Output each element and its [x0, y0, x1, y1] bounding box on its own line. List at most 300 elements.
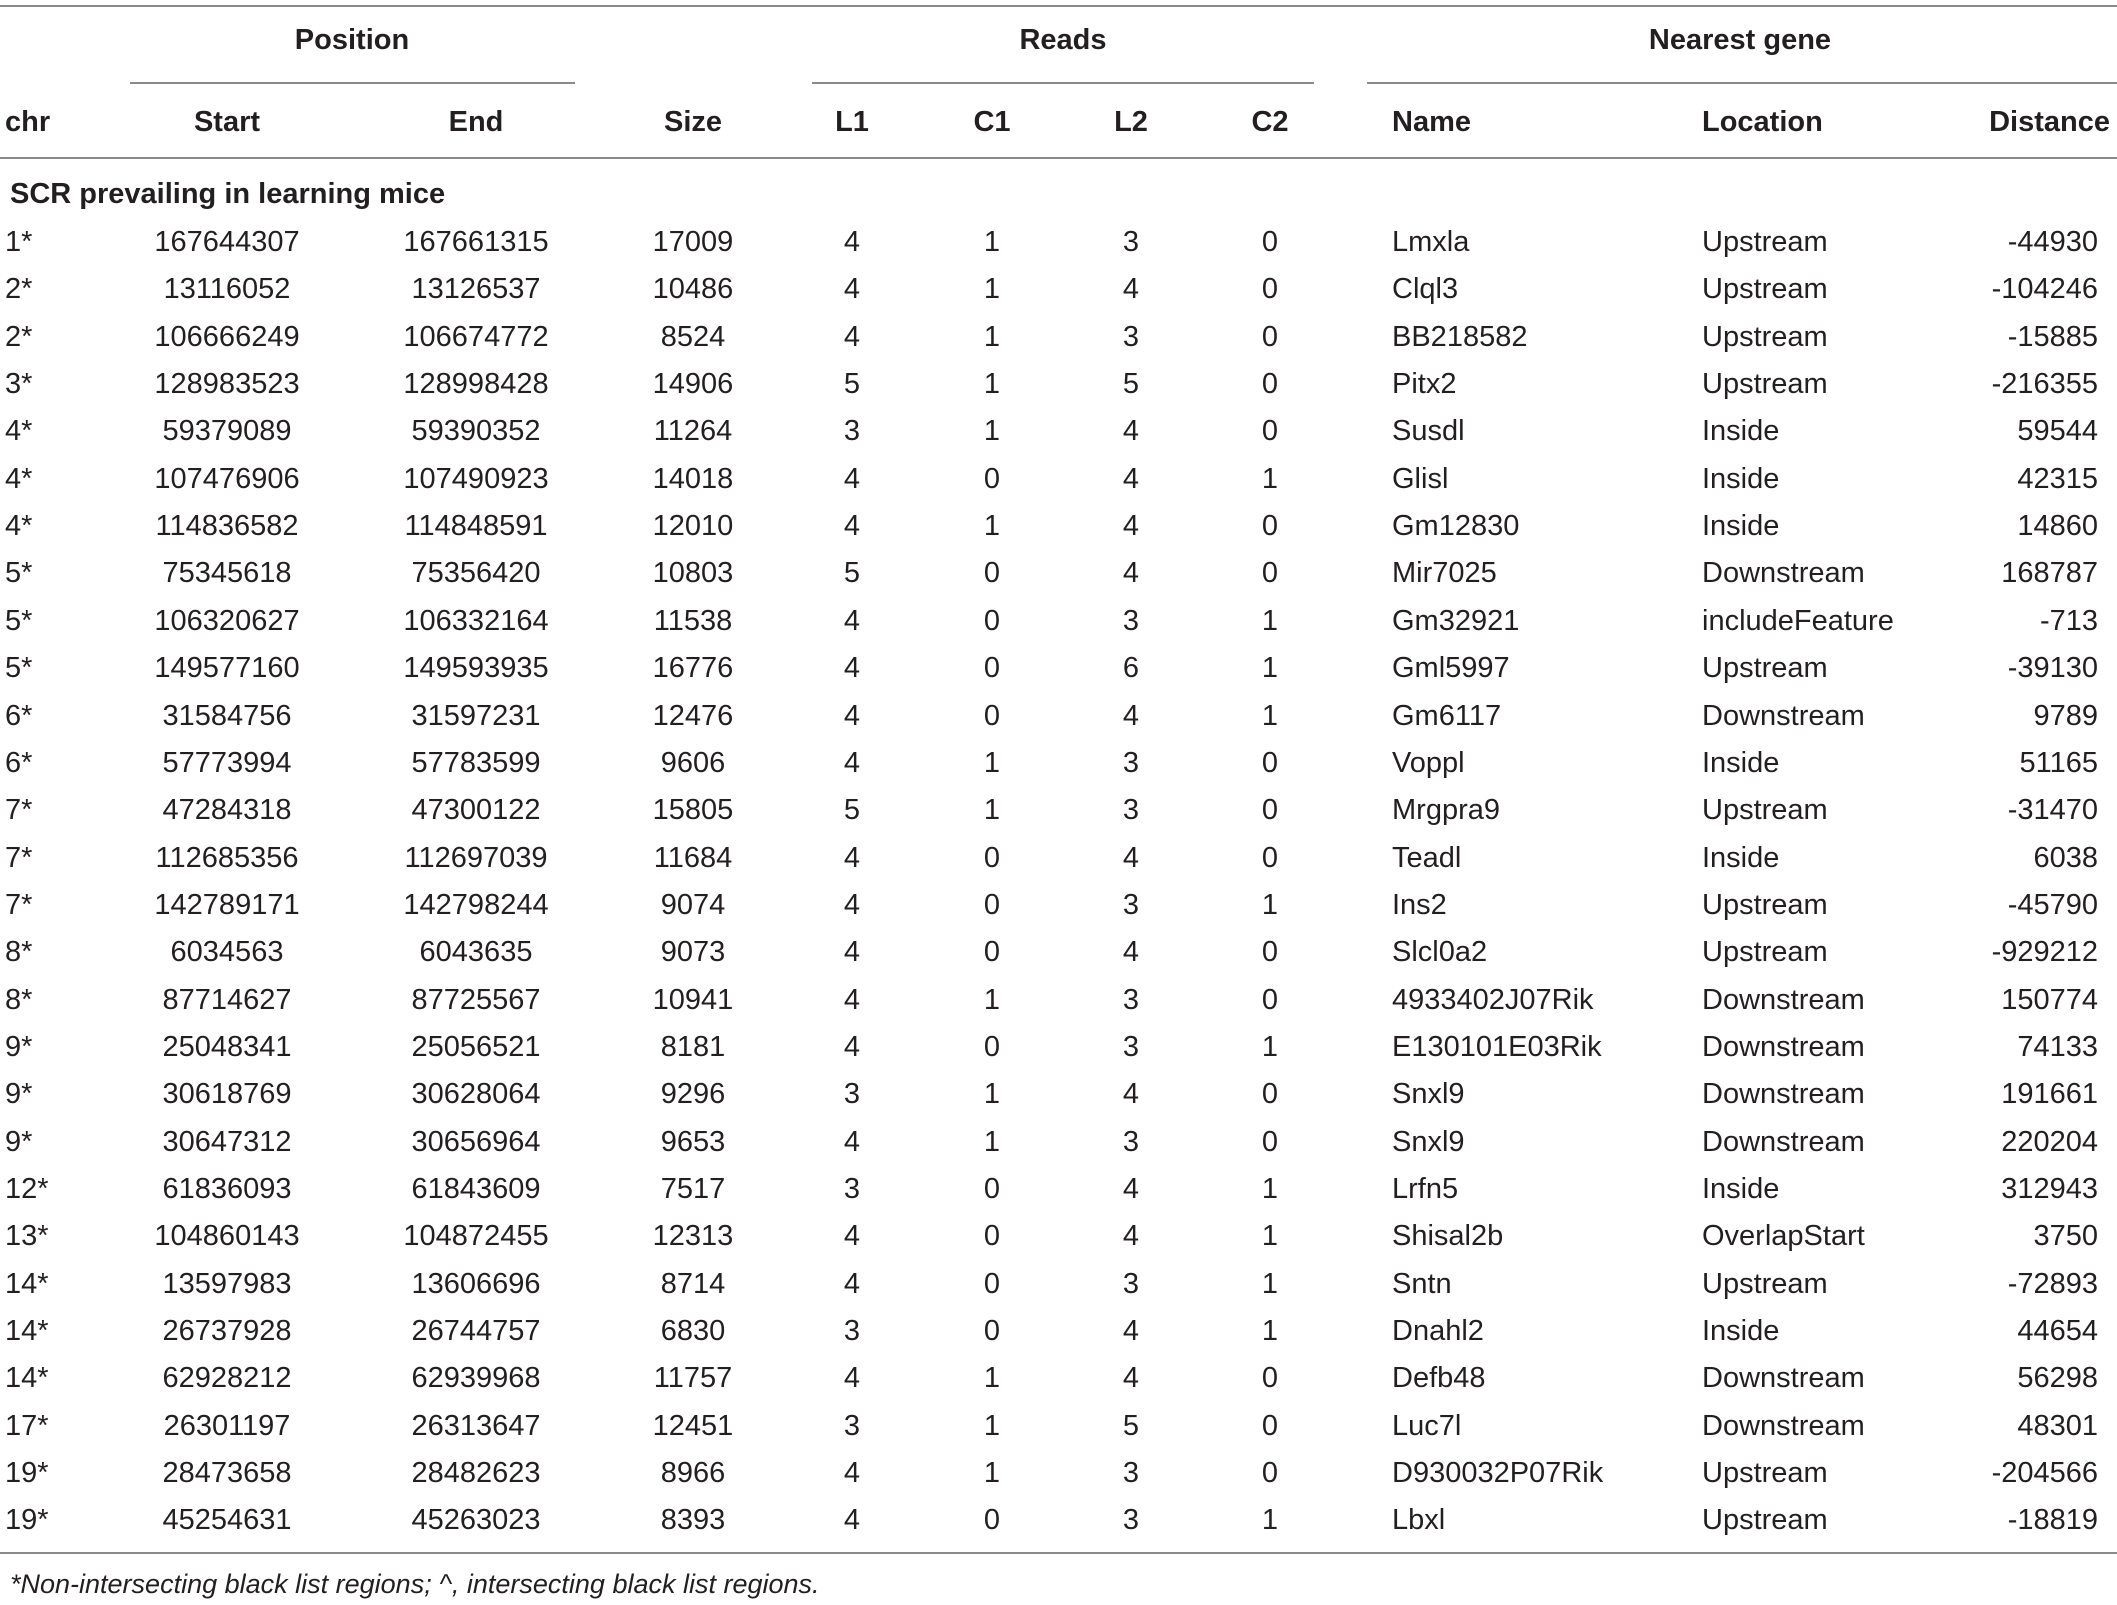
cell-c2: 1: [1261, 1315, 1279, 1348]
cell-start: 167644307: [154, 226, 300, 258]
cell-chr: 6*: [5, 699, 33, 732]
cell-c2: 1: [1261, 888, 1279, 921]
cell-chr: 1*: [5, 226, 33, 258]
cell-l2: 4: [1122, 1078, 1140, 1111]
cell-gene-name: E130101E03Rik: [1392, 1030, 1602, 1063]
cell-c2: 1: [1261, 1030, 1279, 1063]
cell-chr: 12*: [5, 1173, 49, 1205]
cell-gene-name: Susdl: [1392, 415, 1465, 448]
cell-location: Downstream: [1702, 983, 1865, 1016]
cell-gene-name: Pitx2: [1392, 368, 1457, 401]
cell-start: 28473658: [162, 1457, 292, 1490]
cell-chr: 3*: [5, 368, 33, 401]
cell-location: Downstream: [1702, 1078, 1865, 1111]
cell-c2: 0: [1261, 1457, 1279, 1490]
cell-l1: 4: [843, 1125, 861, 1158]
cell-chr: 7*: [5, 841, 33, 874]
cell-location: Upstream: [1702, 1504, 1828, 1537]
cell-c1: 1: [983, 510, 1001, 543]
cell-c1: 0: [983, 888, 1001, 921]
cell-end: 61843609: [411, 1173, 541, 1205]
cell-location: Inside: [1702, 746, 1780, 779]
cell-gene-name: Gm6117: [1392, 699, 1502, 732]
cell-l1: 4: [843, 936, 861, 969]
cell-chr: 19*: [5, 1457, 49, 1490]
column-header-size: Size: [663, 106, 723, 138]
cell-size: 6830: [660, 1315, 726, 1348]
column-header-l2: L2: [1114, 106, 1148, 138]
cell-l2: 3: [1122, 320, 1140, 353]
cell-c1: 1: [983, 1078, 1001, 1111]
cell-l1: 3: [843, 415, 861, 448]
top-rule: [0, 5, 2117, 7]
cell-location: Upstream: [1702, 888, 1828, 921]
cell-location: Inside: [1702, 462, 1780, 495]
cell-location: Downstream: [1702, 1409, 1865, 1442]
cell-end: 112697039: [404, 841, 548, 874]
cell-chr: 5*: [5, 604, 33, 637]
cell-gene-name: Voppl: [1392, 746, 1465, 779]
cell-location: OverlapStart: [1702, 1220, 1865, 1253]
cell-gene-name: D930032P07Rik: [1392, 1457, 1604, 1490]
cell-gene-name: Snxl9: [1392, 1078, 1465, 1111]
column-header-gene-name: Name: [1392, 106, 1471, 138]
cell-c2: 1: [1261, 1173, 1279, 1205]
cell-location: Downstream: [1702, 557, 1865, 590]
cell-location: includeFeature: [1702, 604, 1894, 637]
cell-c1: 1: [983, 273, 1001, 306]
cell-l1: 4: [843, 652, 861, 685]
cell-location: Inside: [1702, 1173, 1780, 1205]
cell-distance: 191661: [2001, 1078, 2098, 1111]
cell-start: 57773994: [162, 746, 292, 779]
cell-end: 30628064: [411, 1078, 541, 1111]
cell-chr: 8*: [5, 983, 33, 1016]
cell-c2: 0: [1261, 368, 1279, 401]
column-header-c2: C2: [1251, 106, 1289, 138]
cell-l2: 3: [1122, 888, 1140, 921]
cell-l1: 4: [843, 983, 861, 1016]
cell-c2: 1: [1261, 699, 1279, 732]
cell-gene-name: Luc7l: [1392, 1409, 1462, 1442]
cell-size: 8524: [660, 320, 726, 353]
cell-size: 8393: [660, 1504, 726, 1537]
cell-size: 14018: [652, 462, 734, 495]
cell-l2: 3: [1122, 1125, 1140, 1158]
cell-chr: 14*: [5, 1315, 49, 1348]
cell-l2: 5: [1122, 368, 1140, 401]
cell-end: 31597231: [411, 699, 541, 732]
cell-start: 59379089: [162, 415, 292, 448]
cell-gene-name: Sntn: [1392, 1267, 1452, 1300]
cell-location: Upstream: [1702, 1267, 1828, 1300]
cell-size: 9073: [660, 936, 726, 969]
column-header-c1: C1: [973, 106, 1011, 138]
cell-distance: 44654: [2017, 1315, 2098, 1348]
cell-c1: 0: [983, 1220, 1001, 1253]
cell-size: 12476: [652, 699, 734, 732]
cell-start: 107476906: [154, 462, 300, 495]
cell-l2: 4: [1122, 1173, 1140, 1205]
cell-c2: 0: [1261, 1078, 1279, 1111]
cell-l1: 4: [843, 1267, 861, 1300]
cell-distance: 6038: [2033, 841, 2098, 874]
cell-c1: 0: [983, 462, 1001, 495]
cell-end: 107490923: [403, 462, 549, 495]
cell-end: 13126537: [411, 273, 541, 306]
cell-c1: 0: [983, 557, 1001, 590]
cell-size: 7517: [660, 1173, 726, 1205]
cell-distance: -204566: [1991, 1457, 2098, 1490]
cell-location: Inside: [1702, 415, 1780, 448]
reads-group-rule: [812, 82, 1314, 84]
cell-size: 9074: [660, 888, 726, 921]
cell-end: 106674772: [403, 320, 549, 353]
cell-c1: 0: [983, 652, 1001, 685]
cell-c2: 0: [1261, 1362, 1279, 1395]
cell-l1: 4: [843, 1220, 861, 1253]
cell-gene-name: 4933402J07Rik: [1392, 983, 1594, 1016]
cell-l1: 4: [843, 320, 861, 353]
cell-l2: 4: [1122, 1362, 1140, 1395]
cell-size: 12451: [652, 1409, 734, 1442]
cell-chr: 14*: [5, 1362, 49, 1395]
cell-size: 12313: [652, 1220, 734, 1253]
cell-l2: 4: [1122, 1220, 1140, 1253]
cell-c1: 1: [983, 320, 1001, 353]
cell-c1: 0: [983, 936, 1001, 969]
cell-l2: 3: [1122, 794, 1140, 827]
cell-l1: 4: [843, 1030, 861, 1063]
cell-chr: 9*: [5, 1078, 33, 1111]
cell-chr: 4*: [5, 415, 33, 448]
cell-size: 9606: [660, 746, 726, 779]
cell-l2: 3: [1122, 226, 1140, 258]
cell-c1: 1: [983, 794, 1001, 827]
cell-c2: 0: [1261, 936, 1279, 969]
cell-start: 26301197: [163, 1409, 291, 1442]
cell-distance: -31470: [2007, 794, 2098, 827]
cell-size: 8714: [660, 1267, 726, 1300]
cell-l1: 4: [843, 273, 861, 306]
cell-distance: 312943: [2001, 1173, 2098, 1205]
cell-end: 114848591: [404, 510, 548, 543]
cell-chr: 14*: [5, 1267, 49, 1300]
cell-c2: 0: [1261, 746, 1279, 779]
cell-c2: 1: [1261, 652, 1279, 685]
cell-gene-name: Gml5997: [1392, 652, 1510, 685]
cell-chr: 4*: [5, 510, 33, 543]
cell-c1: 1: [983, 368, 1001, 401]
cell-l1: 4: [843, 226, 861, 258]
cell-distance: -713: [2039, 604, 2098, 637]
cell-distance: 42315: [2017, 462, 2098, 495]
cell-start: 75345618: [162, 557, 292, 590]
cell-chr: 5*: [5, 652, 33, 685]
cell-distance: -44930: [2007, 226, 2098, 258]
cell-end: 47300122: [411, 794, 541, 827]
cell-distance: 220204: [2001, 1125, 2098, 1158]
cell-l1: 4: [843, 746, 861, 779]
cell-size: 11264: [653, 415, 733, 448]
cell-gene-name: Lrfn5: [1392, 1173, 1459, 1205]
cell-c2: 0: [1261, 841, 1279, 874]
cell-c1: 0: [983, 841, 1001, 874]
cell-l1: 4: [843, 888, 861, 921]
cell-l1: 4: [843, 604, 861, 637]
cell-start: 47284318: [162, 794, 292, 827]
cell-chr: 5*: [5, 557, 33, 590]
cell-l2: 3: [1122, 1267, 1140, 1300]
cell-gene-name: Lbxl: [1392, 1504, 1446, 1537]
cell-c2: 1: [1261, 604, 1279, 637]
cell-size: 8966: [660, 1457, 726, 1490]
cell-size: 9653: [660, 1125, 726, 1158]
cell-gene-name: BB218582: [1392, 320, 1528, 353]
cell-chr: 17*: [5, 1409, 49, 1442]
cell-size: 12010: [652, 510, 734, 543]
cell-c2: 0: [1261, 557, 1279, 590]
cell-size: 10941: [652, 983, 734, 1016]
cell-size: 17009: [652, 226, 734, 258]
cell-start: 61836093: [162, 1173, 292, 1205]
cell-start: 30647312: [162, 1125, 292, 1158]
cell-end: 149593935: [403, 652, 549, 685]
cell-c1: 1: [983, 226, 1001, 258]
cell-size: 14906: [652, 368, 734, 401]
cell-location: Downstream: [1702, 699, 1865, 732]
cell-distance: -216355: [1991, 368, 2098, 401]
group-header-nearest-gene: Nearest gene: [1648, 24, 1832, 56]
cell-c2: 0: [1261, 320, 1279, 353]
cell-chr: 7*: [5, 888, 33, 921]
cell-gene-name: Defb48: [1392, 1362, 1486, 1395]
cell-distance: -15885: [2007, 320, 2098, 353]
cell-distance: 3750: [2033, 1220, 2098, 1253]
cell-location: Upstream: [1702, 320, 1828, 353]
cell-start: 31584756: [162, 699, 292, 732]
cell-c2: 1: [1261, 1504, 1279, 1537]
cell-end: 13606696: [411, 1267, 541, 1300]
cell-end: 87725567: [411, 983, 541, 1016]
cell-c2: 0: [1261, 1125, 1279, 1158]
cell-chr: 7*: [5, 794, 33, 827]
cell-end: 28482623: [411, 1457, 541, 1490]
cell-c2: 0: [1261, 794, 1279, 827]
cell-chr: 2*: [5, 320, 33, 353]
group-header-position: Position: [294, 24, 410, 56]
cell-c2: 0: [1261, 510, 1279, 543]
cell-l2: 4: [1122, 1315, 1140, 1348]
cell-size: 9296: [660, 1078, 726, 1111]
cell-start: 26737928: [162, 1315, 292, 1348]
cell-c1: 1: [983, 1409, 1001, 1442]
bottom-rule: [0, 1552, 2117, 1554]
position-group-rule: [130, 82, 575, 84]
cell-c1: 0: [983, 699, 1001, 732]
footnote: *Non-intersecting black list regions; ^, intersecting black list regions.: [10, 1569, 820, 1599]
cell-l1: 3: [843, 1078, 861, 1111]
cell-c1: 1: [983, 1457, 1001, 1490]
cell-location: Upstream: [1702, 652, 1828, 685]
cell-c1: 1: [983, 1125, 1001, 1158]
cell-end: 106332164: [403, 604, 549, 637]
cell-start: 142789171: [154, 888, 300, 921]
cell-distance: -18819: [2007, 1504, 2098, 1537]
cell-distance: 59544: [2017, 415, 2098, 448]
cell-l2: 3: [1122, 1504, 1140, 1537]
cell-location: Upstream: [1702, 226, 1828, 258]
cell-l1: 4: [843, 462, 861, 495]
cell-l1: 4: [843, 510, 861, 543]
cell-c2: 0: [1261, 415, 1279, 448]
cell-l2: 4: [1122, 510, 1140, 543]
cell-c2: 1: [1261, 1220, 1279, 1253]
cell-chr: 9*: [5, 1125, 33, 1158]
cell-distance: 74133: [2017, 1030, 2098, 1063]
cell-chr: 4*: [5, 462, 33, 495]
cell-c1: 0: [983, 1315, 1001, 1348]
cell-location: Upstream: [1702, 1457, 1828, 1490]
cell-c1: 0: [983, 1173, 1001, 1205]
cell-size: 15805: [652, 794, 734, 827]
cell-gene-name: Gm12830: [1392, 510, 1520, 543]
cell-l2: 4: [1122, 936, 1140, 969]
cell-c1: 0: [983, 604, 1001, 637]
cell-distance: 9789: [2033, 699, 2098, 732]
cell-size: 10486: [652, 273, 734, 306]
column-header-distance: Distance: [1989, 106, 2110, 138]
cell-chr: 2*: [5, 273, 33, 306]
cell-location: Upstream: [1702, 794, 1828, 827]
cell-size: 8181: [660, 1030, 726, 1063]
cell-start: 25048341: [162, 1030, 292, 1063]
cell-l2: 4: [1122, 415, 1140, 448]
cell-end: 30656964: [411, 1125, 541, 1158]
cell-gene-name: Shisal2b: [1392, 1220, 1504, 1253]
cell-c2: 1: [1261, 1267, 1279, 1300]
cell-start: 6034563: [170, 936, 284, 969]
cell-distance: -45790: [2007, 888, 2098, 921]
cell-l2: 4: [1122, 841, 1140, 874]
cell-gene-name: Slcl0a2: [1392, 936, 1488, 969]
cell-l1: 5: [843, 368, 861, 401]
group-header-reads: Reads: [1019, 24, 1107, 56]
cell-l1: 3: [843, 1409, 861, 1442]
cell-l2: 3: [1122, 746, 1140, 779]
cell-location: Upstream: [1702, 368, 1828, 401]
cell-end: 128998428: [403, 368, 549, 401]
cell-c1: 1: [983, 415, 1001, 448]
nearest-gene-group-rule: [1367, 82, 2117, 84]
cell-c1: 1: [983, 746, 1001, 779]
cell-distance: -104246: [1991, 273, 2098, 306]
cell-l1: 3: [843, 1173, 861, 1205]
cell-size: 16776: [652, 652, 734, 685]
cell-l1: 4: [843, 699, 861, 732]
column-header-l1: L1: [835, 106, 869, 138]
cell-gene-name: Mir7025: [1392, 557, 1497, 590]
cell-chr: 13*: [5, 1220, 49, 1253]
cell-location: Inside: [1702, 1315, 1780, 1348]
cell-c2: 0: [1261, 983, 1279, 1016]
cell-start: 13116052: [163, 273, 291, 306]
column-header-end: End: [448, 106, 504, 138]
cell-distance: 48301: [2017, 1409, 2098, 1442]
cell-distance: 150774: [2001, 983, 2098, 1016]
cell-c1: 0: [983, 1267, 1001, 1300]
cell-location: Inside: [1702, 841, 1780, 874]
cell-gene-name: Snxl9: [1392, 1125, 1465, 1158]
cell-c1: 0: [983, 1504, 1001, 1537]
cell-l2: 4: [1122, 557, 1140, 590]
cell-gene-name: Lmxla: [1392, 226, 1470, 258]
cell-end: 59390352: [411, 415, 541, 448]
column-header-chr: chr: [5, 106, 51, 138]
cell-l1: 4: [843, 1457, 861, 1490]
cell-distance: 168787: [2001, 557, 2098, 590]
cell-start: 106666249: [154, 320, 300, 353]
cell-location: Upstream: [1702, 273, 1828, 306]
cell-c1: 1: [983, 1362, 1001, 1395]
cell-end: 142798244: [403, 888, 549, 921]
cell-start: 128983523: [154, 368, 300, 401]
cell-end: 6043635: [419, 936, 533, 969]
cell-l2: 4: [1122, 699, 1140, 732]
cell-end: 104872455: [403, 1220, 549, 1253]
cell-distance: 51165: [2019, 746, 2098, 779]
cell-start: 149577160: [154, 652, 300, 685]
cell-l2: 3: [1122, 1457, 1140, 1490]
cell-chr: 6*: [5, 746, 33, 779]
cell-c2: 0: [1261, 1409, 1279, 1442]
column-header-location: Location: [1702, 106, 1823, 138]
cell-start: 45254631: [162, 1504, 292, 1537]
cell-location: Downstream: [1702, 1125, 1865, 1158]
cell-end: 26313647: [411, 1409, 541, 1442]
cell-start: 114836582: [155, 510, 299, 543]
cell-l2: 3: [1122, 983, 1140, 1016]
header-rule: [0, 157, 2117, 159]
cell-end: 75356420: [411, 557, 541, 590]
cell-end: 57783599: [411, 746, 541, 779]
cell-distance: 14860: [2017, 510, 2098, 543]
cell-c2: 1: [1261, 462, 1279, 495]
cell-l2: 4: [1122, 462, 1140, 495]
cell-size: 11538: [653, 604, 733, 637]
cell-location: Upstream: [1702, 936, 1828, 969]
cell-location: Downstream: [1702, 1362, 1865, 1395]
cell-l2: 3: [1122, 1030, 1140, 1063]
cell-gene-name: Clql3: [1392, 273, 1459, 306]
cell-l1: 4: [843, 1362, 861, 1395]
cell-distance: -39130: [2007, 652, 2098, 685]
cell-l2: 4: [1122, 273, 1140, 306]
cell-l2: 6: [1122, 652, 1140, 685]
cell-l2: 5: [1122, 1409, 1140, 1442]
cell-gene-name: Glisl: [1392, 462, 1449, 495]
section-label: SCR prevailing in learning mice: [10, 178, 446, 210]
cell-distance: 56298: [2017, 1362, 2098, 1395]
cell-end: 25056521: [411, 1030, 541, 1063]
cell-end: 45263023: [411, 1504, 541, 1537]
cell-end: 26744757: [411, 1315, 541, 1348]
cell-gene-name: Teadl: [1392, 841, 1462, 874]
cell-c2: 0: [1261, 273, 1279, 306]
cell-l1: 5: [843, 794, 861, 827]
cell-location: Inside: [1702, 510, 1780, 543]
cell-start: 30618769: [162, 1078, 292, 1111]
